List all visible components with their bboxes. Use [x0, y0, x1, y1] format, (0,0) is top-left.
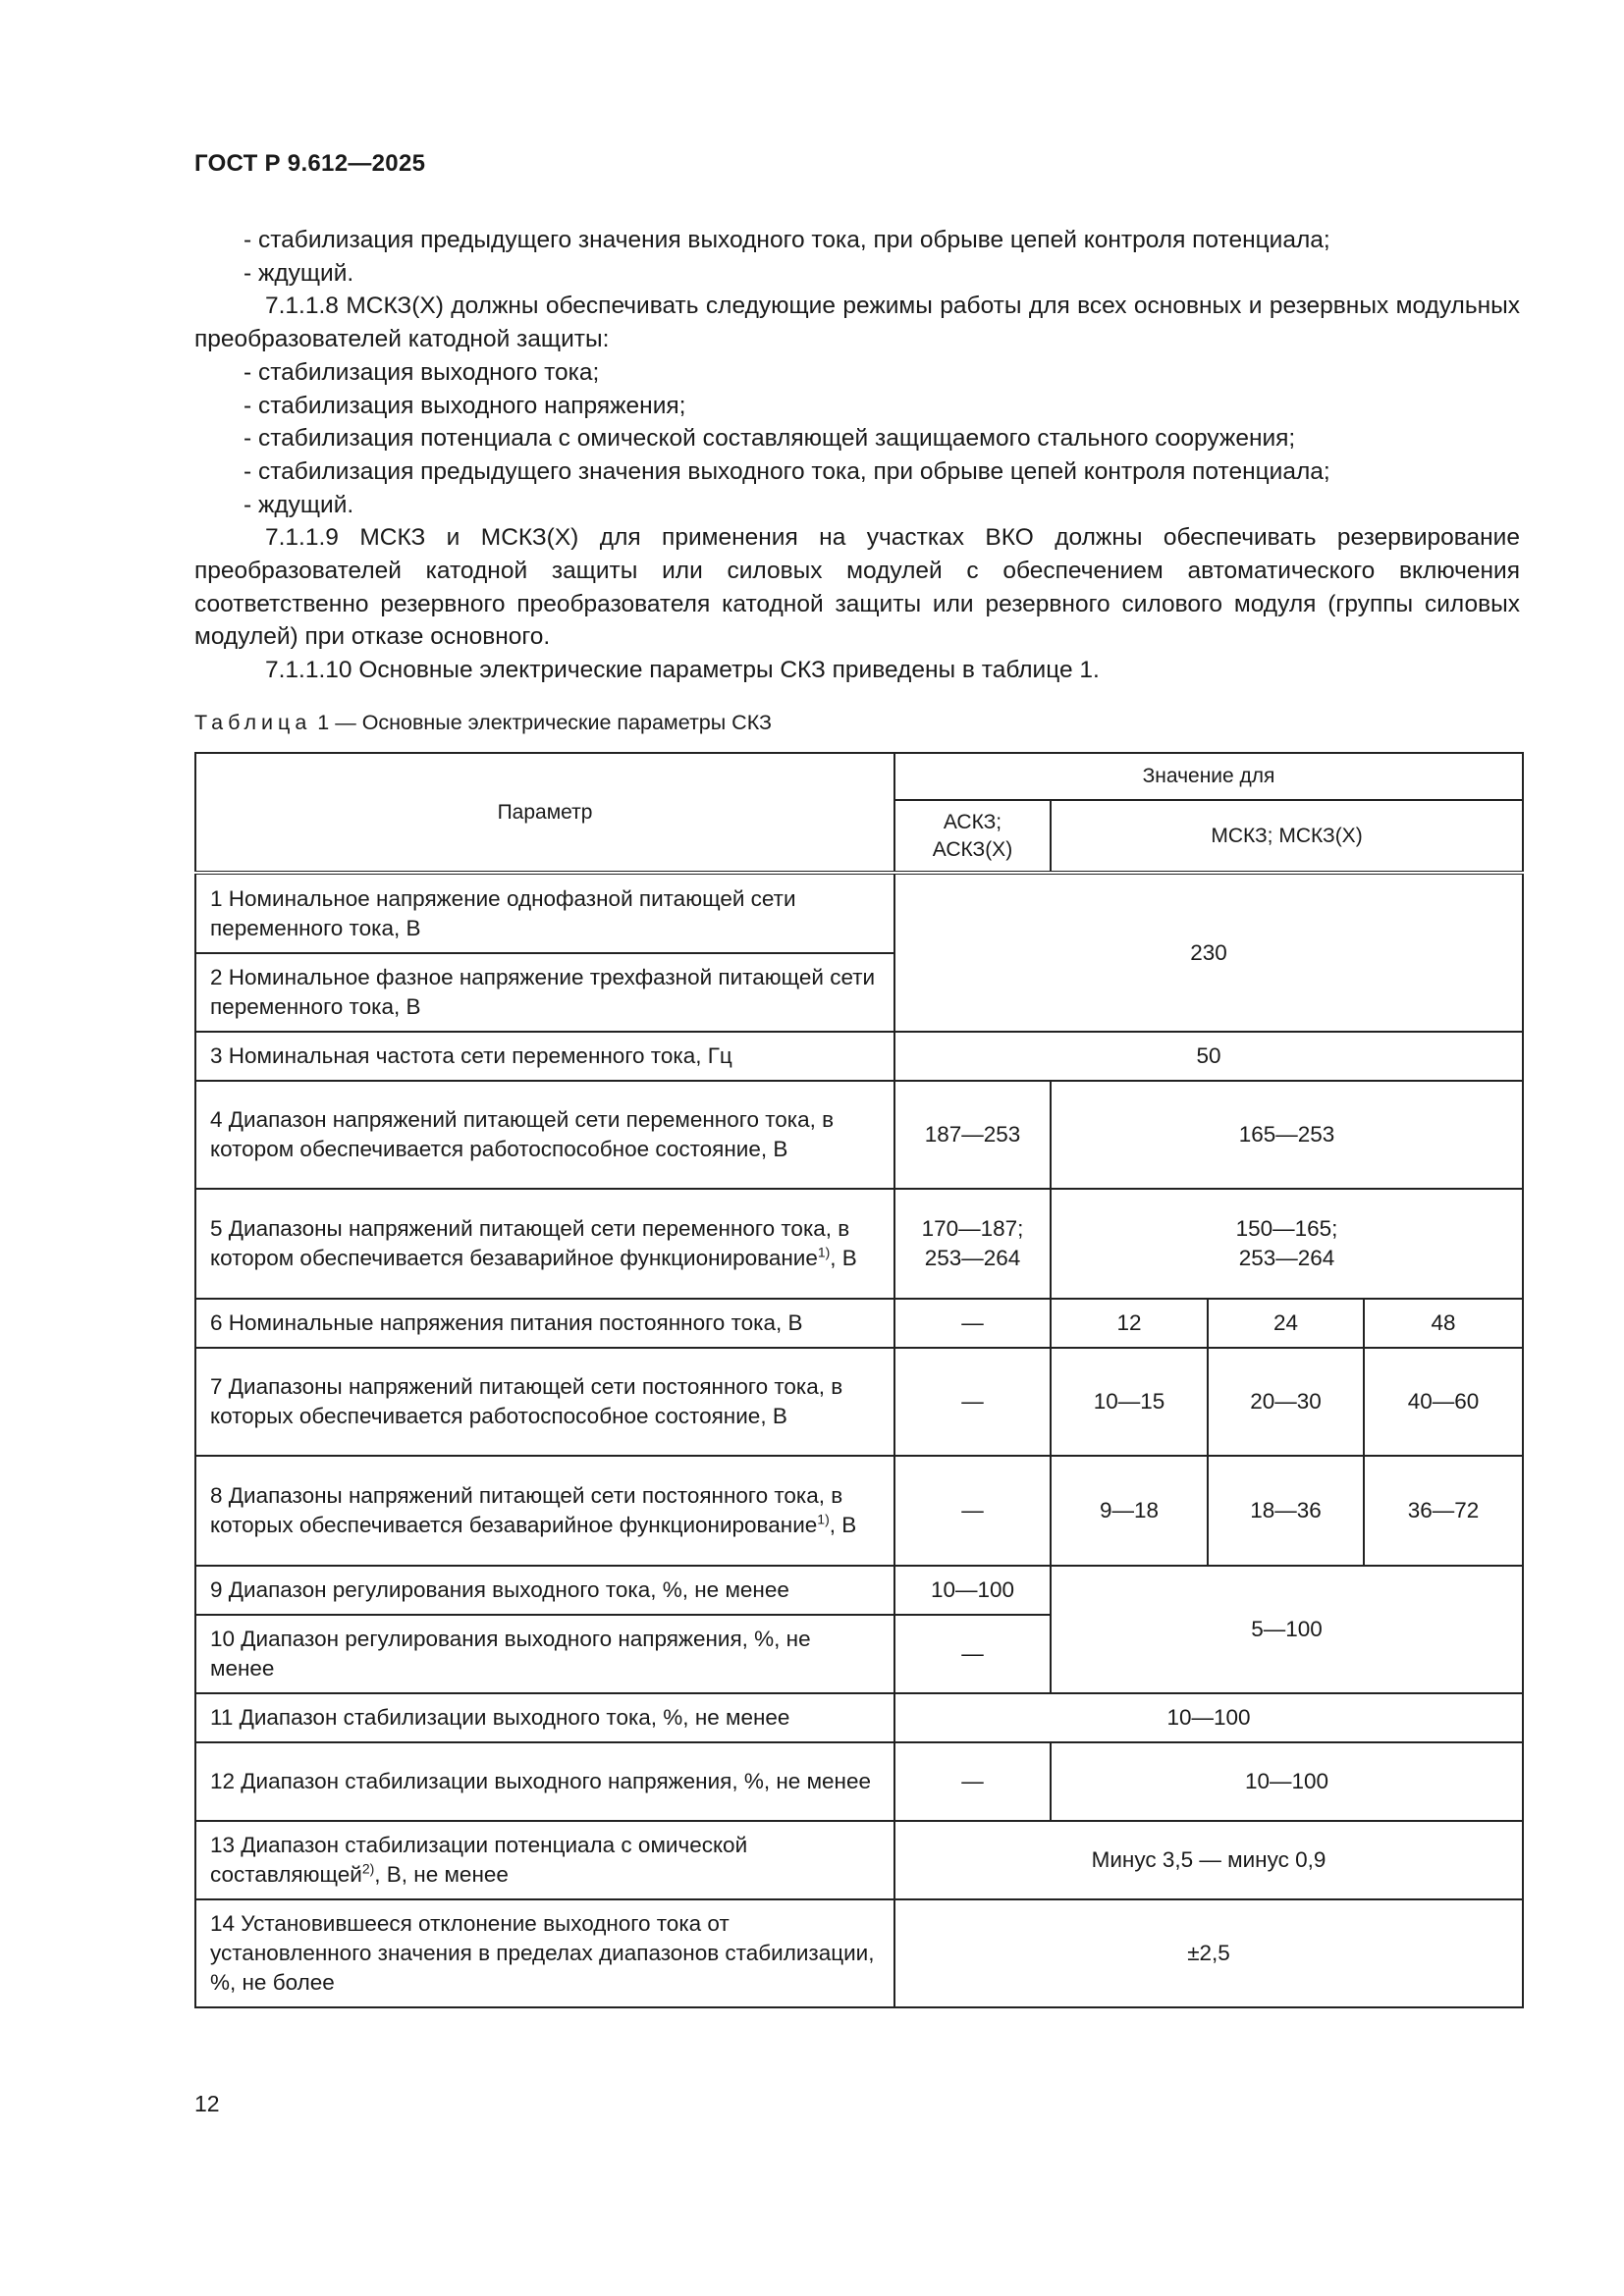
- value-cell: —: [894, 1742, 1051, 1821]
- table-row: [195, 1189, 1523, 1299]
- param-text-end: , В, не менее: [374, 1862, 509, 1887]
- param-text-end: , В: [829, 1513, 857, 1537]
- value-cell: 36—72: [1364, 1456, 1523, 1566]
- header-mskz: МСКЗ; МСКЗ(Х): [1051, 800, 1523, 873]
- param-cell: 10 Диапазон регулирования выходного напряжения, %, не менее: [195, 1615, 894, 1693]
- param-text: 5 Диапазоны напряжений питающей сети переменного тока, в котором обеспечивается безаварийное функционирование: [210, 1216, 850, 1270]
- value-cell: 9—18: [1051, 1456, 1208, 1566]
- param-cell: 4 Диапазон напряжений питающей сети переменного тока, в котором обеспечивается работоспособное состояние, В: [195, 1081, 894, 1189]
- list-item: - ждущий.: [244, 259, 354, 287]
- footnote-ref: 1): [817, 1511, 830, 1527]
- header-askz-line1: АСКЗ;: [943, 810, 1002, 833]
- value-cell: Минус 3,5 — минус 0,9: [894, 1821, 1523, 1899]
- value-cell: 10—100: [894, 1693, 1523, 1742]
- clause-7-1-1-8: 7.1.1.8 МСКЗ(Х) должны обеспечивать следующие режимы работы для всех основных и резервных модульных преобразователей катодной защиты:: [194, 293, 1520, 353]
- value-cell: —: [894, 1299, 1051, 1348]
- list-item: - стабилизация потенциала с омической составляющей защищаемого стального сооружения;: [244, 425, 1296, 453]
- footnote-ref: 1): [817, 1244, 831, 1260]
- document-code: ГОСТ Р 9.612—2025: [194, 150, 426, 177]
- param-cell: 6 Номинальные напряжения питания постоянного тока, В: [195, 1299, 894, 1348]
- table-row: [195, 1456, 1523, 1566]
- value-cell: —: [894, 1456, 1051, 1566]
- header-param: Параметр: [195, 753, 894, 873]
- table-caption: [194, 711, 772, 735]
- value-line: 170—187;: [921, 1216, 1024, 1241]
- clause-7-1-1-9: 7.1.1.9 МСКЗ и МСКЗ(Х) для применения на участках ВКО должны обеспечивать резервирование преобразователей катодной защиты или силовых модулей с обеспечением автоматического включения соответственно резервного преобразователя катодной защиты или резервного силового модуля (группы силовых модулей) при отказе основного.: [194, 524, 1520, 651]
- header-askz: [894, 800, 1051, 873]
- value-cell: 50: [894, 1032, 1523, 1081]
- param-text: 13 Диапазон стабилизации потенциала с омической составляющей: [210, 1833, 748, 1887]
- table-row: [195, 1299, 1523, 1348]
- value-cell: 12: [1051, 1299, 1208, 1348]
- table-row: [195, 873, 1523, 953]
- table-header-row: [195, 753, 1523, 800]
- param-cell: 2 Номинальное фазное напряжение трехфазной питающей сети переменного тока, В: [195, 953, 894, 1032]
- param-cell: [195, 1189, 894, 1299]
- value-cell: [894, 1189, 1051, 1299]
- value-cell: [1051, 1189, 1523, 1299]
- value-cell: 5—100: [1051, 1566, 1523, 1693]
- value-cell: 230: [894, 873, 1523, 1032]
- clause-7-1-1-10: 7.1.1.10 Основные электрические параметры СКЗ приведены в таблице 1.: [265, 657, 1100, 684]
- body-text: [194, 224, 1520, 687]
- value-cell: 10—100: [1051, 1742, 1523, 1821]
- param-cell: [195, 1821, 894, 1899]
- list-item: - стабилизация предыдущего значения выходного тока, при обрыве цепей контроля потенциала;: [244, 227, 1330, 253]
- param-cell: 14 Установившееся отклонение выходного тока от установленного значения в пределах диапазонов стабилизации, %, не более: [195, 1899, 894, 2007]
- table-row: [195, 1032, 1523, 1081]
- list-item: - стабилизация выходного тока;: [244, 358, 600, 386]
- value-cell: 187—253: [894, 1081, 1051, 1189]
- param-cell: [195, 1456, 894, 1566]
- table-row: [195, 1566, 1523, 1615]
- value-line: 253—264: [1238, 1246, 1335, 1270]
- value-cell: ±2,5: [894, 1899, 1523, 2007]
- param-text: 8 Диапазоны напряжений питающей сети постоянного тока, в которых обеспечивается безаварийное функционирование: [210, 1483, 843, 1537]
- param-cell: 7 Диапазоны напряжений питающей сети постоянного тока, в которых обеспечивается работоспособное состояние, В: [195, 1348, 894, 1456]
- param-cell: 3 Номинальная частота сети переменного тока, Гц: [195, 1032, 894, 1081]
- table-row: [195, 1693, 1523, 1742]
- header-askz-line2: АСКЗ(Х): [932, 837, 1013, 861]
- value-cell: 48: [1364, 1299, 1523, 1348]
- table-caption-text: 1 — Основные электрические параметры СКЗ: [317, 711, 772, 734]
- value-cell: 18—36: [1208, 1456, 1364, 1566]
- list-item: - ждущий.: [244, 491, 354, 518]
- value-cell: 40—60: [1364, 1348, 1523, 1456]
- table-row: [195, 1081, 1523, 1189]
- value-cell: —: [894, 1348, 1051, 1456]
- table-row: [195, 1821, 1523, 1899]
- value-cell: 10—15: [1051, 1348, 1208, 1456]
- list-item: - стабилизация выходного напряжения;: [244, 392, 686, 419]
- value-cell: —: [894, 1615, 1051, 1693]
- value-cell: 24: [1208, 1299, 1364, 1348]
- table-caption-word: Таблица: [194, 711, 312, 734]
- param-text-end: , В: [830, 1246, 857, 1270]
- list-item: - стабилизация предыдущего значения выходного тока, при обрыве цепей контроля потенциала;: [244, 457, 1330, 485]
- value-line: 150—165;: [1235, 1216, 1338, 1241]
- table-row: [195, 1348, 1523, 1456]
- table-row: [195, 1742, 1523, 1821]
- page-number: 12: [194, 2091, 220, 2116]
- value-cell: 20—30: [1208, 1348, 1364, 1456]
- header-value-for: Значение для: [894, 753, 1523, 800]
- parameters-table: [194, 752, 1524, 2008]
- footnote-ref: 2): [361, 1860, 375, 1877]
- param-cell: 9 Диапазон регулирования выходного тока, %, не менее: [195, 1566, 894, 1615]
- value-cell: 165—253: [1051, 1081, 1523, 1189]
- param-cell: 12 Диапазон стабилизации выходного напряжения, %, не менее: [195, 1742, 894, 1821]
- value-cell: 10—100: [894, 1566, 1051, 1615]
- value-line: 253—264: [924, 1246, 1021, 1270]
- param-cell: 11 Диапазон стабилизации выходного тока, %, не менее: [195, 1693, 894, 1742]
- table-row: [195, 1899, 1523, 2007]
- param-cell: 1 Номинальное напряжение однофазной питающей сети переменного тока, В: [195, 873, 894, 953]
